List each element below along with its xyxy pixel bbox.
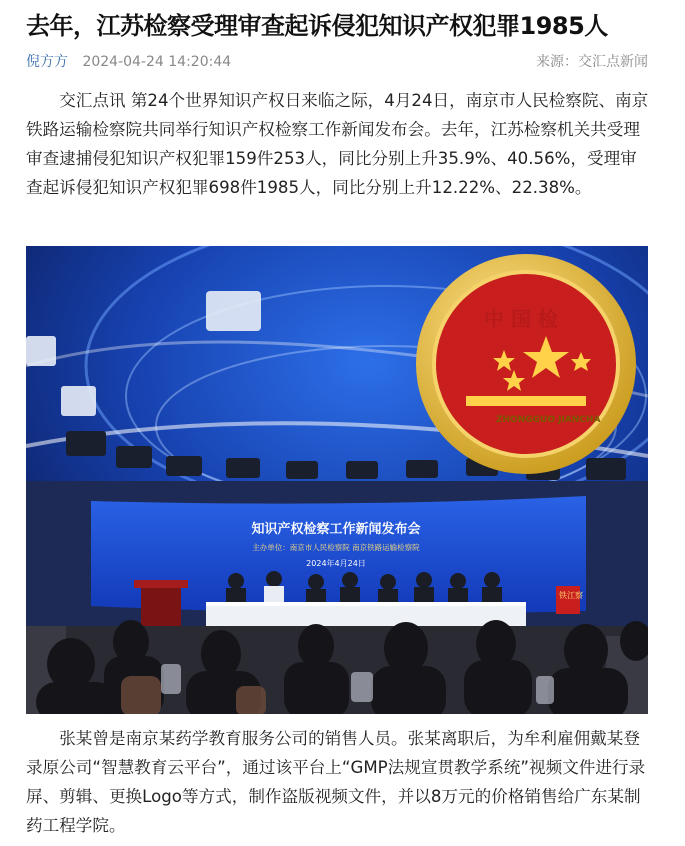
- screen-host: 主办单位：南京市人民检察院 南京铁路运输检察院: [252, 543, 420, 552]
- press-conference-photo: [26, 246, 648, 714]
- article-meta: [26, 52, 648, 72]
- emblem-ring-text: ZHONGGUO JIANCHA: [496, 415, 601, 425]
- publish-datetime: 2024-04-24 14:20:44: [82, 54, 232, 70]
- side-sign: 铁江察: [559, 591, 583, 600]
- article-paragraph-2: 张某曾是南京某药学教育服务公司的销售人员。张某离职后，为牟利雇佣戴某登录原公司“智慧教育云平台”，通过该平台上“GMP法规宣贯教学系统”视频文件进行录屏、剪辑、更换Logo等方式，制作盗版视频文件，并以8万元的价格销售给广东某制药工程学院。: [26, 729, 646, 835]
- article-paragraph-1: 交汇点讯 第24个世界知识产权日来临之际，4月24日，南京市人民检察院、南京铁路运输检察院共同举行知识产权检察工作新闻发布会。去年，江苏检察机关共受理审查逮捕侵犯知识产权犯罪159件253人，同比分别上升35.9%、40.56%，受理审查起诉侵犯知识产权犯罪698件1985人，同比分别上升12.22%、22.38%。: [26, 91, 649, 197]
- article-title: 去年，江苏检察受理审查起诉侵犯知识产权犯罪1985人: [26, 12, 608, 40]
- article-source: 来源：交汇点新闻: [536, 54, 648, 70]
- author-link[interactable]: 倪方方: [26, 54, 68, 70]
- screen-date: 2024年4月24日: [306, 559, 366, 568]
- screen-title: 知识产权检察工作新闻发布会: [251, 522, 421, 537]
- procuratorate-emblem: [416, 254, 636, 474]
- emblem-top-text: 中 国 检: [484, 307, 558, 331]
